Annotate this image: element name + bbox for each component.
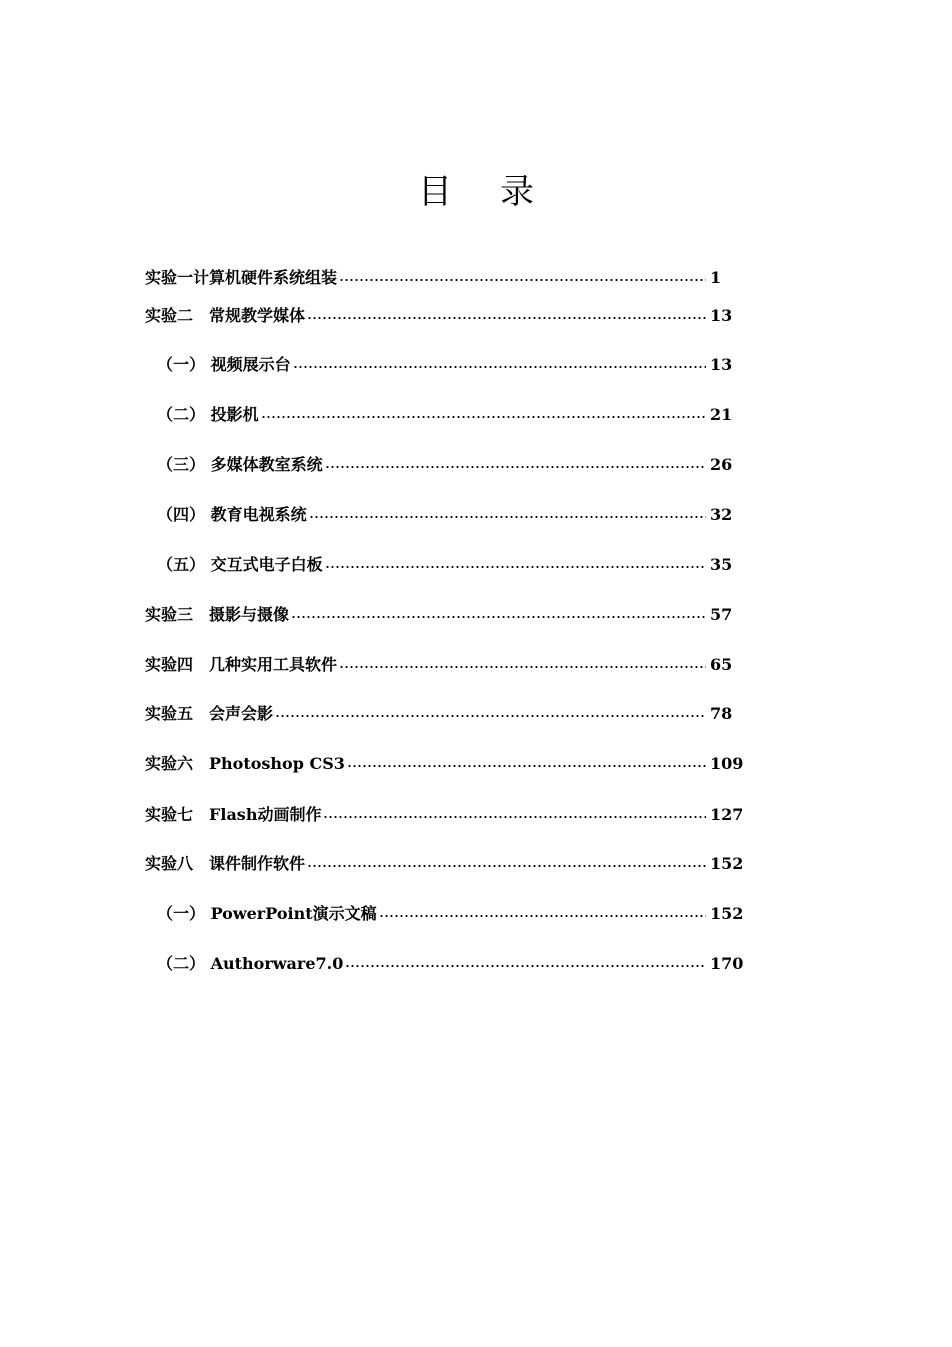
dot-leader: [261, 416, 706, 418]
toc-entry-label: 实验五 会声会影: [145, 704, 274, 723]
title-char-1: 目: [418, 172, 452, 212]
toc-entry-label: 实验六 Photoshop CS3: [145, 754, 345, 773]
toc-entry[interactable]: [145, 599, 742, 631]
toc-entry-page: 152: [710, 854, 744, 873]
toc-entry-label: （五） 交互式电子白板: [157, 555, 323, 574]
toc-entry[interactable]: [145, 848, 742, 880]
toc-entry[interactable]: [145, 698, 742, 730]
toc-entry[interactable]: [145, 349, 742, 381]
dot-leader: [275, 715, 706, 717]
toc-entry-label: （二） Authorware7.0: [157, 954, 344, 973]
dot-leader: [347, 765, 706, 767]
toc-entry-label: 实验三 摄影与摄像: [145, 605, 290, 624]
toc-entry-page: 57: [710, 605, 733, 624]
toc-entry-label: （一） PowerPoint演示文稿: [157, 904, 377, 923]
dot-leader: [345, 965, 706, 967]
toc-entry-label: 实验七 Flash动画制作: [145, 805, 322, 824]
title-char-2: 录: [500, 172, 534, 212]
toc-entry[interactable]: [145, 499, 742, 531]
toc-entry-page: 35: [710, 555, 733, 574]
toc-entry-page: 26: [710, 455, 733, 474]
toc-entry-page: 32: [710, 505, 733, 524]
toc-entry-page: 78: [710, 704, 733, 723]
toc-entry-label: 实验四 几种实用工具软件: [145, 655, 338, 674]
dot-leader: [339, 666, 706, 668]
toc-entry-page: 13: [710, 355, 733, 374]
toc-entry[interactable]: [145, 649, 742, 681]
toc-entry[interactable]: [145, 549, 742, 581]
dot-leader: [291, 616, 706, 618]
toc-entry-label: （一） 视频展示台: [157, 355, 291, 374]
toc-entry-page: 21: [710, 405, 733, 424]
toc-entry[interactable]: [145, 748, 742, 780]
dot-leader: [323, 816, 706, 818]
toc-entry-label: （四） 教育电视系统: [157, 505, 307, 524]
toc-entry-label: 实验八 课件制作软件: [145, 854, 306, 873]
toc-entry-page: 65: [710, 655, 733, 674]
page-title: [0, 168, 952, 216]
toc-entry[interactable]: [145, 449, 742, 481]
toc-entry-page: 170: [710, 954, 744, 973]
dot-leader: [325, 566, 706, 568]
toc-entry[interactable]: [145, 948, 742, 980]
toc-entry-label: （三） 多媒体教室系统: [157, 455, 323, 474]
dot-leader: [293, 366, 706, 368]
dot-leader: [307, 865, 706, 867]
toc-entry-label: 实验二 常规教学媒体: [145, 306, 306, 325]
dot-leader: [309, 516, 706, 518]
dot-leader: [379, 915, 706, 917]
toc-entry-page: 109: [710, 754, 744, 773]
dot-leader: [307, 317, 706, 319]
toc-entry[interactable]: [145, 262, 742, 294]
toc-entry-page: 152: [710, 904, 744, 923]
toc-entry-page: 1: [710, 268, 722, 287]
toc-entry-label: 实验一计算机硬件系统组装: [145, 268, 338, 287]
toc-entry[interactable]: [145, 898, 742, 930]
toc-entry-page: 127: [710, 805, 744, 824]
toc-entry-page: 13: [710, 306, 733, 325]
toc-entry[interactable]: [145, 300, 742, 332]
dot-leader: [339, 279, 706, 281]
toc-entry[interactable]: [145, 399, 742, 431]
dot-leader: [325, 466, 706, 468]
toc-entry-label: （二） 投影机: [157, 405, 259, 424]
toc-entry[interactable]: [145, 799, 742, 831]
